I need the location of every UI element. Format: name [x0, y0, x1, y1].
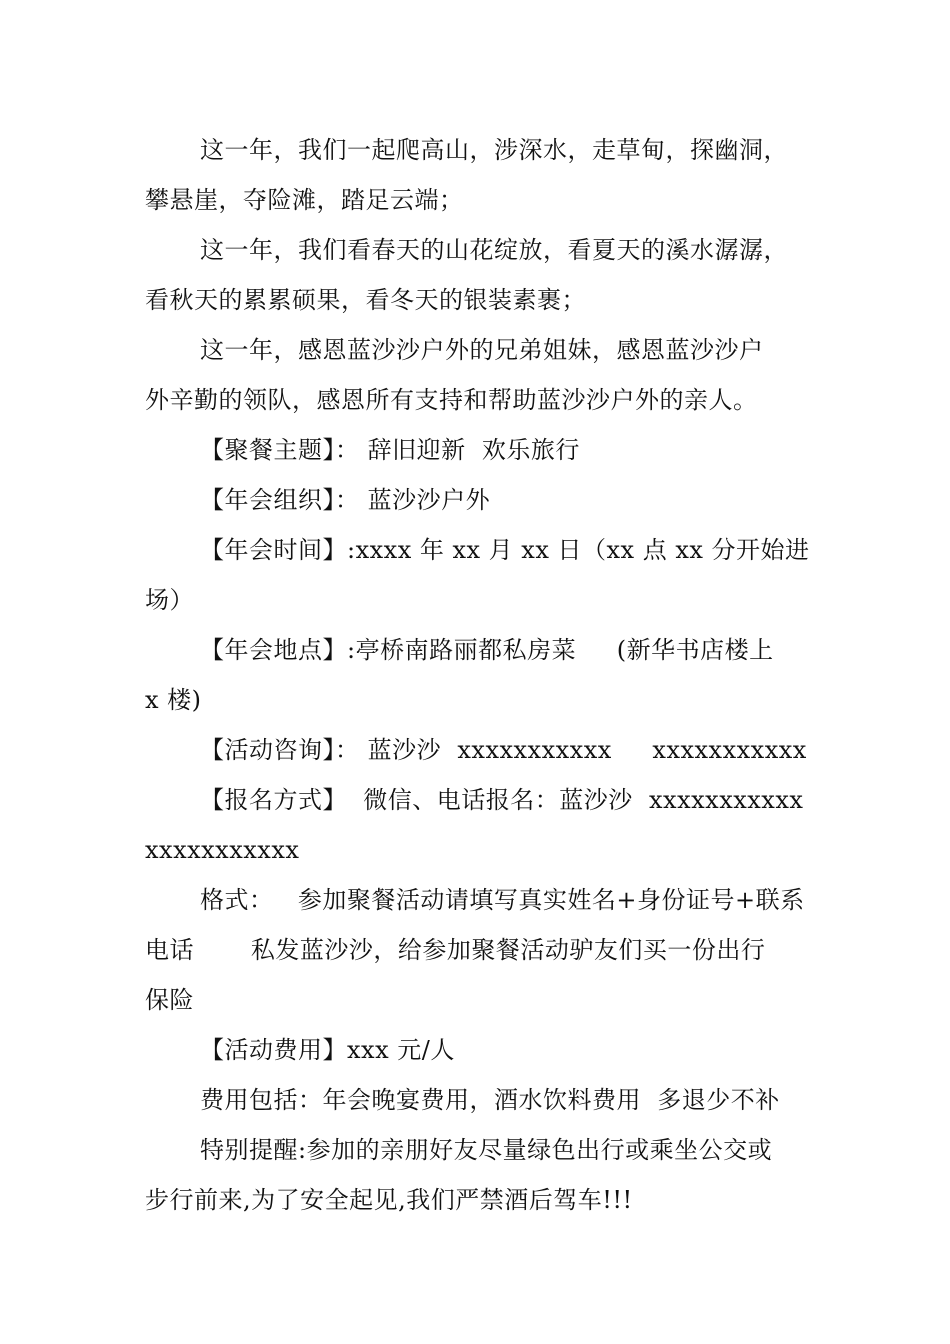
special-reminder-line-1: 特别提醒:参加的亲朋好友尽量绿色出行或乘坐公交或 [200, 1136, 773, 1164]
event-time-line-2: 场） [145, 586, 194, 614]
format-line-2: 电话 私发蓝沙沙，给参加聚餐活动驴友们买一份出行 [145, 936, 766, 964]
inquiry-contact: 【活动咨询】： 蓝沙沙 xxxxxxxxxxx xxxxxxxxxxx [200, 736, 807, 764]
paragraph-2-line-1: 这一年，我们看春天的山花绽放，看夏天的溪水潺潺， [200, 236, 788, 264]
organizer: 【年会组织】： 蓝沙沙户外 [200, 486, 491, 514]
paragraph-2-line-2: 看秋天的累累硕果，看冬天的银装素裹； [145, 286, 586, 314]
paragraph-3-line-1: 这一年，感恩蓝沙沙户外的兄弟姐妹，感恩蓝沙沙户 [200, 336, 764, 364]
paragraph-3-line-2: 外辛勤的领队，感恩所有支持和帮助蓝沙沙户外的亲人。 [145, 386, 758, 414]
registration-line-2: xxxxxxxxxxx [145, 836, 300, 864]
paragraph-1-line-1: 这一年，我们一起爬高山，涉深水，走草甸，探幽洞， [200, 136, 788, 164]
event-location-line-2: x 楼) [145, 686, 202, 714]
dinner-theme: 【聚餐主题】： 辞旧迎新 欢乐旅行 [200, 436, 580, 464]
event-time-line-1: 【年会时间】:xxxx 年 xx 月 xx 日（xx 点 xx 分开始进 [200, 536, 810, 564]
paragraph-1-line-2: 攀悬崖，夺险滩，踏足云端； [145, 186, 464, 214]
special-reminder-line-2: 步行前来,为了安全起见,我们严禁酒后驾车!!! [145, 1186, 633, 1214]
event-location-line-1: 【年会地点】:亭桥南路丽都私房菜 (新华书店楼上 [200, 636, 774, 664]
event-fee: 【活动费用】xxx 元/人 [200, 1036, 455, 1064]
fee-includes: 费用包括：年会晚宴费用，酒水饮料费用 多退少不补 [200, 1086, 780, 1114]
format-line-1: 格式： 参加聚餐活动请填写真实姓名+身份证号+联系 [200, 886, 805, 914]
format-line-3: 保险 [145, 986, 194, 1014]
registration-line-1: 【报名方式】 微信、电话报名：蓝沙沙 xxxxxxxxxxx [200, 786, 804, 814]
